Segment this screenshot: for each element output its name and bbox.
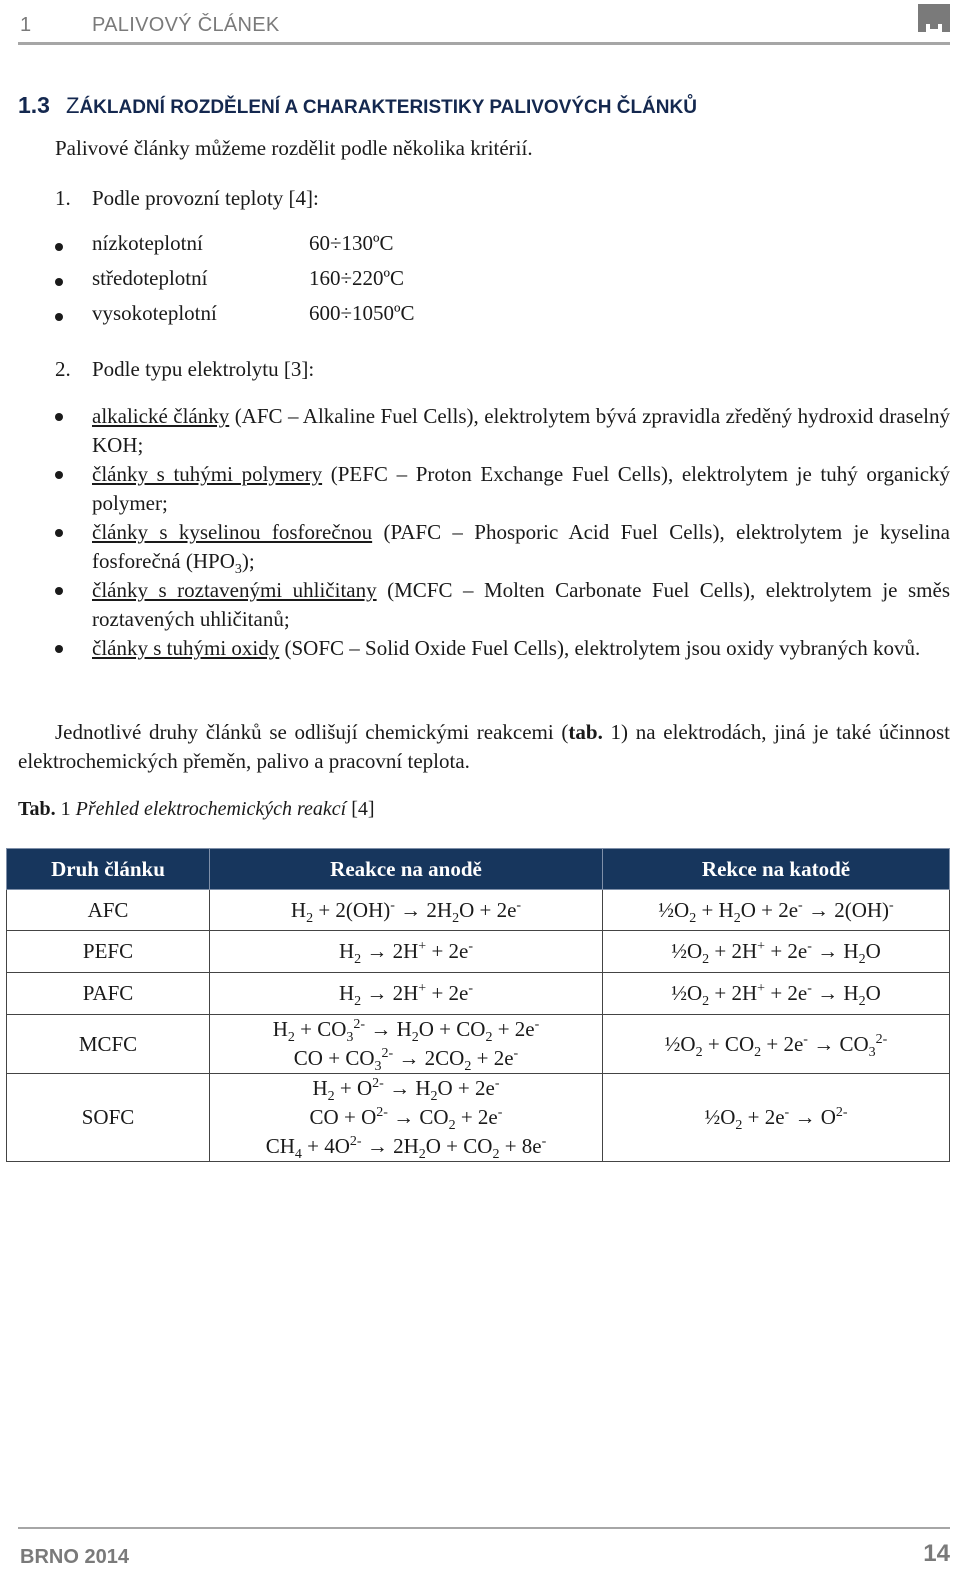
table-row [7,890,950,931]
bullet-icon [55,243,63,251]
electrolyte-list [55,402,950,663]
cathode-equation: $\frac{1}{2}O_2 + 2e^- \to O^{2-}$ [704,1105,848,1134]
caption-label: Tab. [18,798,56,820]
column-header-type: Druh článku [7,849,210,890]
criterion-number: 2. [55,357,71,381]
criterion-item [55,186,319,211]
anode-equation: $H_2 + 2(OH)^- \to 2H_2O + 2e^-$ [290,897,522,926]
cell-type: SOFC [7,1074,210,1162]
table-caption [18,798,375,821]
temperature-category: vysokoteplotní [92,301,217,325]
fuel-cell-type: alkalické články [92,404,230,428]
caption-number: 1 [55,798,76,820]
table-row [7,931,950,973]
anode-equation: $CH_4 + 4O^{2-} \to 2H_2O + CO_2 + 8e^-$ [265,1134,547,1163]
cell-anode-reaction [210,973,603,1015]
cell-cathode-reaction [603,1074,950,1162]
column-header-cathode: Rekce na katodě [603,849,950,890]
table-row [7,973,950,1015]
anode-equation: $H_2 \to 2H^+ + 2e^-$ [338,981,474,1010]
fuel-cell-description: (SOFC – Solid Oxide Fuel Cells), elektrolytem jsou oxidy vybraných kovů. [279,636,921,660]
table-row [7,1074,950,1162]
section-heading [18,92,697,119]
cathode-equation: $\frac{1}{2}O_2 + CO_2 + 2e^- \to CO_3^{2-}$ [664,1031,888,1060]
cell-cathode-reaction [603,1015,950,1074]
temperature-category: středoteplotní [92,266,208,290]
fuel-cell-description: (AFC – Alkaline Fuel Cells), elektrolytem bývá zpravidla zředěný hydroxid draselný KOH; [92,404,951,457]
cell-type: PEFC [7,931,210,973]
paragraph-text-start: Jednotlivé druhy článků se odlišují chemickými reakcemi ( [55,720,569,744]
bullet-icon [55,645,63,653]
list-item [55,634,950,663]
fuel-cell-description: (PEFC – Proton Exchange Fuel Cells), elektrolytem je tuhý organický polymer; [92,462,951,515]
table-reference-label: tab. [568,720,603,744]
anode-equation: CO + $CO_3^{2-} \to 2CO_2 + 2e^-$ [293,1046,519,1075]
temperature-range: 600÷1050ºC [309,301,415,325]
university-logo-icon [918,4,950,32]
cathode-equation: $\frac{1}{2}O_2 + 2H^+ + 2e^- \to H_2O$ [671,981,881,1010]
cell-cathode-reaction [603,890,950,931]
cathode-equation: $\frac{1}{2}O_2 + H_2O + 2e^- \to 2(OH)^-$ [658,897,894,926]
cell-anode-reaction [210,890,603,931]
paragraph-text-end: ) na elektrodách, jiná je také účinnost elektrochemických přeměn, palivo a pracovní teplota. [18,720,951,773]
list-item [55,518,950,576]
table-header-row [7,849,950,890]
table-reference-number: 1 [602,720,622,744]
fuel-cell-description: (PAFC – Phosporic Acid Fuel Cells), elektrolytem je kyselina fosforečná $(HPO_3)$; [92,520,950,578]
table-body [7,890,950,1162]
table-row [7,1015,950,1074]
temperature-range: 160÷220ºC [309,266,405,290]
anode-equation: CO + $O^{2-} \to CO_2 + 2e^-$ [309,1105,503,1134]
bullet-icon [55,471,63,479]
cell-anode-reaction [210,931,603,973]
bullet-icon [55,529,63,537]
page-header [18,0,950,46]
cell-type: MCFC [7,1015,210,1074]
bullet-icon [55,413,63,421]
bullet-icon [55,587,63,595]
list-item [55,402,950,460]
section-title-text: ÁKLADNÍ ROZDĚLENÍ A CHARAKTERISTIKY PALIVOVÝCH ČLÁNKŮ [79,97,697,118]
temperature-range: 60÷130ºC [309,231,394,255]
criterion-label: Podle typu elektrolytu [3]: [92,357,315,381]
anode-equation: $H_2 + CO_3^{2-} \to H_2O + CO_2 + 2e^-$ [272,1017,540,1046]
fuel-cell-type: články s kyselinou fosforečnou [92,520,373,544]
anode-equation: $H_2 + O^{2-} \to H_2O + 2e^-$ [312,1076,500,1105]
fuel-cell-type: články s roztavenými uhličitany [92,578,377,602]
cell-anode-reaction [210,1015,603,1074]
fuel-cell-type: články s tuhými oxidy [92,636,280,660]
anode-equation: $H_2 \to 2H^+ + 2e^-$ [338,939,474,968]
criterion-number: 1. [55,186,71,210]
criterion-label: Podle provozní teploty [4]: [92,186,319,210]
header-divider [18,42,950,45]
chapter-title: PALIVOVÝ ČLÁNEK [92,14,280,36]
footer-divider [18,1527,950,1529]
reactions-table [6,848,950,1162]
caption-reference: [4] [346,798,375,820]
criterion-item [55,357,314,382]
bullet-icon [55,313,63,321]
list-item [55,460,950,518]
chapter-number: 1 [20,14,32,36]
fuel-cell-description: (MCFC – Molten Carbonate Fuel Cells), elektrolytem je směs roztavených uhličitanů; [92,578,950,631]
section-number: 1.3 [18,92,50,118]
temperature-category: nízkoteplotní [92,231,203,255]
footer-location-year: BRNO 2014 [20,1546,129,1568]
bullet-icon [55,278,63,286]
cell-cathode-reaction [603,973,950,1015]
body-paragraph [18,718,950,776]
cell-type: AFC [7,890,210,931]
cell-anode-reaction [210,1074,603,1162]
section-title-initial: Z [65,93,80,118]
column-header-anode: Reakce na anodě [210,849,603,890]
cell-cathode-reaction [603,931,950,973]
caption-title: Přehled elektrochemických reakcí [75,798,347,820]
intro-paragraph: Palivové články můžeme rozdělit podle několika kritérií. [55,136,533,160]
cathode-equation: $\frac{1}{2}O_2 + 2H^+ + 2e^- \to H_2O$ [671,939,881,968]
page-number: 14 [923,1540,950,1567]
list-item [55,576,950,634]
fuel-cell-type: články s tuhými polymery [92,462,323,486]
cell-type: PAFC [7,973,210,1015]
